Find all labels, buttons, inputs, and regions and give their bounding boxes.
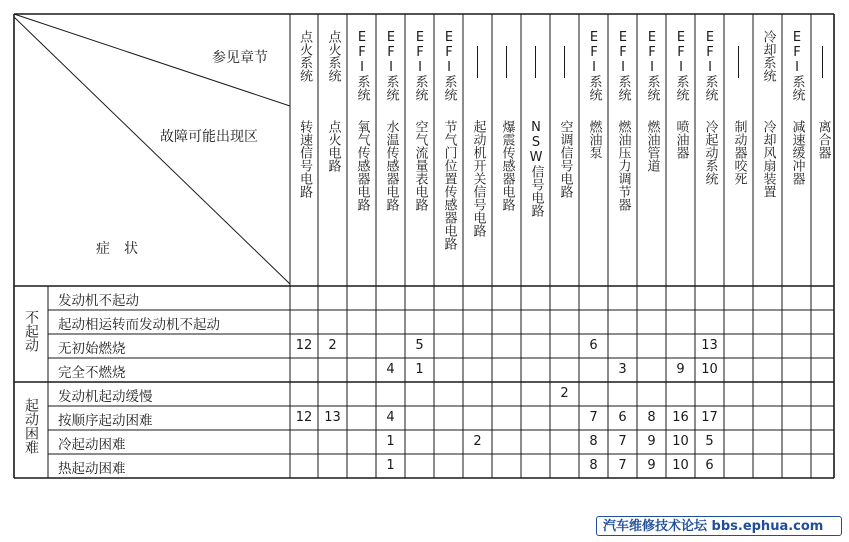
column-area: 转速信号电路 [297, 120, 312, 198]
symptom-label: 发动机不起动 [58, 293, 139, 309]
column-chapter [499, 52, 515, 68]
table-cell-value: 1 [415, 362, 424, 377]
column-chapter: EFI系统 [789, 30, 805, 101]
table-cell-value: 10 [672, 434, 689, 449]
symptom-label: 按顺序起动困难 [58, 413, 153, 429]
symptom-label: 无初始燃烧 [58, 341, 126, 357]
header-ref-label: 参见章节 [212, 50, 268, 66]
column-area: 减速缓冲器 [789, 120, 805, 185]
column-area: 离合器 [815, 120, 831, 159]
column-chapter: EFI系统 [615, 30, 631, 101]
column-area: 燃油压力调节器 [615, 120, 631, 211]
table-cell-value: 9 [647, 458, 656, 473]
table-cell-value: 12 [295, 338, 313, 353]
column-area: 空气流量表电路 [412, 120, 428, 211]
symptom-group-label: 不起动 [23, 310, 39, 352]
column-area: 爆震传感器电路 [499, 120, 515, 211]
column-chapter [528, 52, 544, 68]
column-area: NSW信号电路 [528, 120, 544, 217]
symptom-label: 起动相运转而发动机不起动 [58, 317, 220, 333]
column-area: 冷却风扇装置 [760, 120, 776, 198]
table-cell-value: 2 [328, 338, 337, 353]
table-cell-value: 10 [701, 362, 718, 377]
column-area: 水温传感器电路 [383, 120, 399, 211]
column-area: 氧气传感器电路 [354, 120, 370, 211]
table-cell-value: 2 [560, 386, 569, 401]
column-chapter: EFI系统 [673, 30, 689, 101]
table-cell-value: 9 [676, 362, 685, 377]
column-area: 制动器咬死 [731, 120, 747, 185]
column-chapter: EFI系统 [441, 30, 457, 101]
table-cell-value: 7 [618, 458, 627, 473]
table-cell-value: 13 [701, 338, 718, 353]
column-area: 点火电路 [325, 120, 341, 172]
column-area: 燃油泵 [586, 120, 602, 159]
column-chapter: EFI系统 [412, 30, 428, 101]
table-cell-value: 4 [386, 362, 395, 377]
column-chapter [470, 52, 486, 68]
table-cell-value: 1 [386, 434, 395, 449]
table-cell-value: 5 [415, 338, 424, 353]
column-area: 节气门位置传感器电路 [441, 120, 457, 250]
column-chapter [815, 52, 831, 68]
symptom-label: 冷起动困难 [58, 437, 126, 453]
table-cell-value: 12 [295, 410, 313, 425]
table-cell-value: 8 [647, 410, 656, 425]
table-cell-value: 6 [705, 458, 714, 473]
table-cell-value: 16 [672, 410, 689, 425]
column-area: 喷油器 [673, 120, 689, 159]
column-area: 燃油管道 [644, 120, 660, 172]
symptom-label: 完全不燃烧 [58, 365, 126, 381]
header-symptom-label: 症 状 [96, 241, 138, 257]
table-cell-value: 4 [386, 410, 395, 425]
column-chapter: EFI系统 [702, 30, 718, 101]
table-cell-value: 6 [589, 338, 598, 353]
table-cell-value: 2 [473, 434, 482, 449]
column-chapter: EFI系统 [354, 30, 370, 101]
column-chapter: EFI系统 [383, 30, 399, 101]
symptom-label: 热起动困难 [58, 461, 126, 477]
symptom-group-label: 起动困难 [23, 398, 39, 454]
column-chapter: 点火系统 [297, 30, 312, 82]
column-chapter [731, 52, 747, 68]
column-area: 冷起动系统 [702, 120, 718, 185]
table-cell-value: 10 [672, 458, 689, 473]
table-cell-value: 8 [589, 458, 598, 473]
column-chapter: 点火系统 [325, 30, 341, 82]
table-cell-value: 17 [701, 410, 718, 425]
column-chapter [557, 52, 573, 68]
table-cell-value: 5 [705, 434, 714, 449]
column-area: 起动机开关信号电路 [470, 120, 486, 237]
table-cell-value: 13 [324, 410, 341, 425]
table-cell-value: 6 [618, 410, 627, 425]
column-chapter: EFI系统 [644, 30, 660, 101]
table-cell-value: 1 [386, 458, 395, 473]
header-fault-label: 故障可能出现区 [160, 129, 258, 145]
table-cell-value: 9 [647, 434, 656, 449]
forum-watermark: 汽车维修技术论坛 bbs.ephua.com [596, 516, 842, 536]
table-cell-value: 8 [589, 434, 598, 449]
column-chapter: EFI系统 [586, 30, 602, 101]
table-cell-value: 7 [618, 434, 627, 449]
column-area: 空调信号电路 [557, 120, 573, 198]
table-cell-value: 3 [618, 362, 627, 377]
symptom-label: 发动机起动缓慢 [58, 389, 153, 405]
column-chapter: 冷却系统 [760, 30, 776, 82]
table-cell-value: 7 [589, 410, 598, 425]
